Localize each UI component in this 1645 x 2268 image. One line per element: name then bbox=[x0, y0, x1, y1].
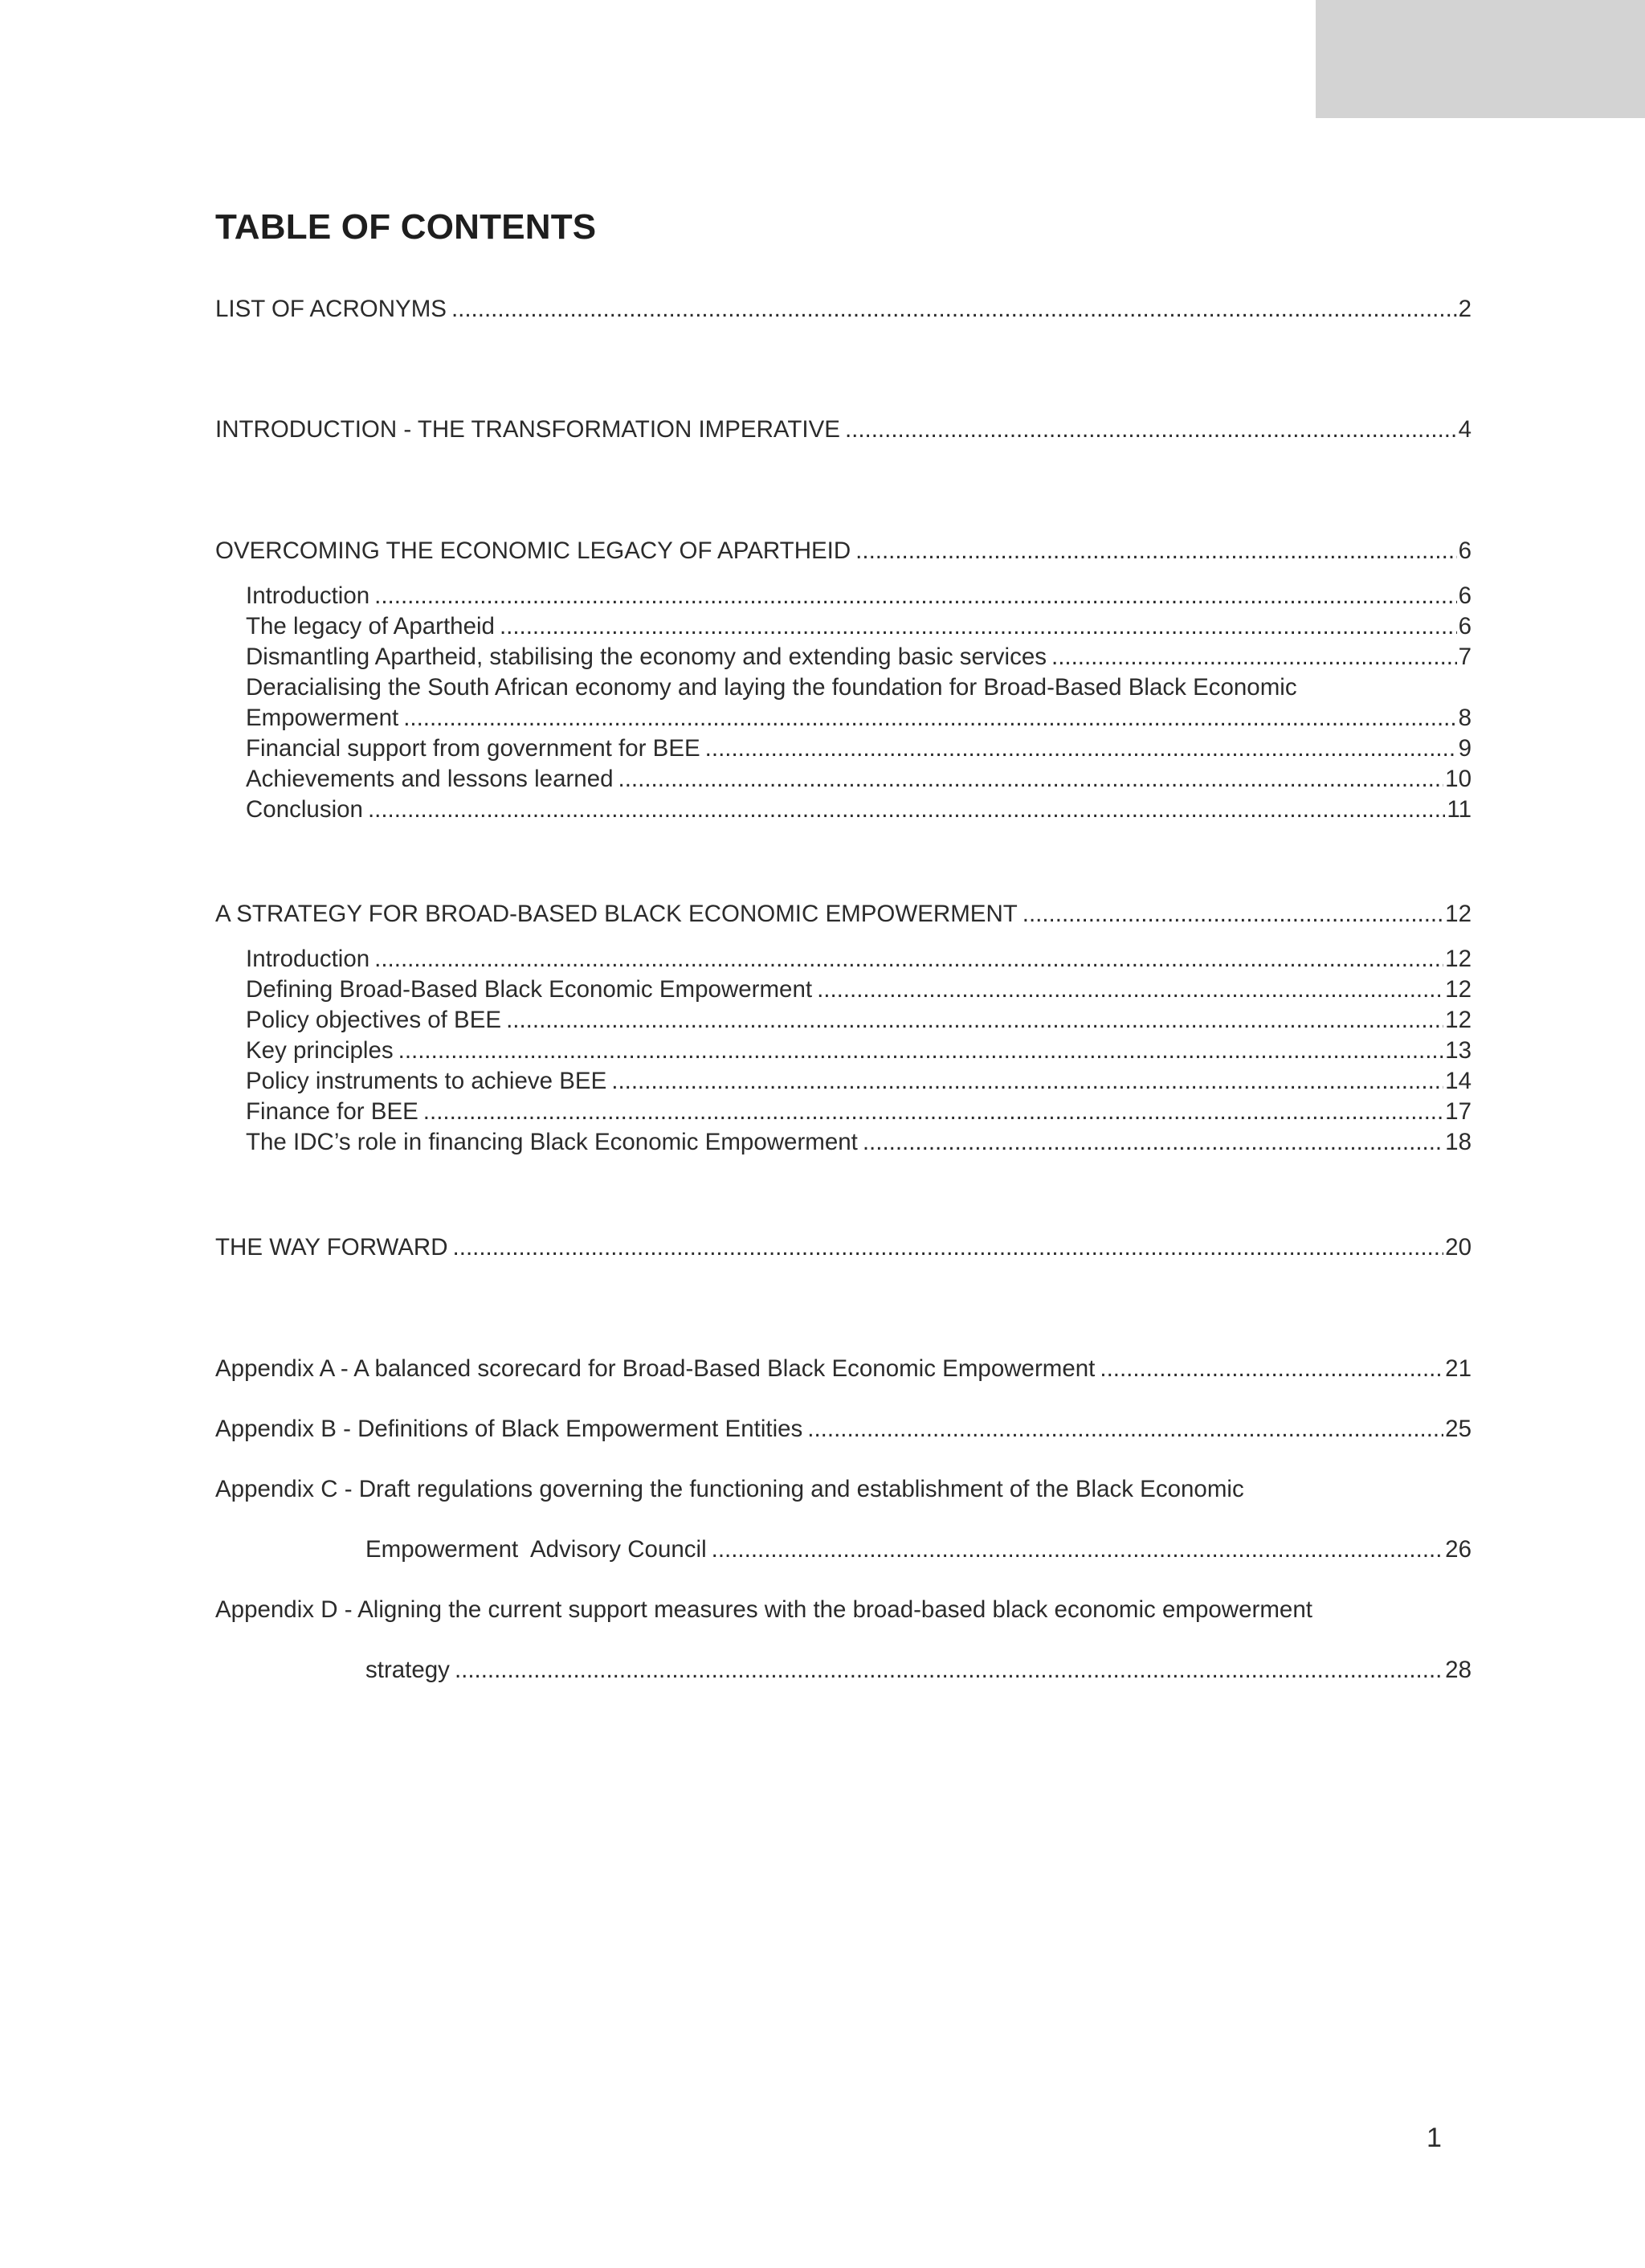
dot-leader bbox=[403, 703, 1456, 734]
toc-entry-label: Achievements and lessons learned bbox=[246, 766, 614, 792]
toc-entry-appendix-a[interactable] bbox=[215, 1354, 1472, 1384]
dot-leader bbox=[1100, 1354, 1443, 1384]
toc-entry-label: THE WAY FORWARD bbox=[215, 1234, 448, 1261]
dot-leader bbox=[855, 536, 1456, 566]
page-number: 1 bbox=[1427, 2123, 1442, 2153]
dot-leader bbox=[712, 1534, 1444, 1565]
toc-entry-label: INTRODUCTION - THE TRANSFORMATION IMPERATIVE bbox=[215, 416, 840, 443]
toc-entry-page: 20 bbox=[1445, 1234, 1472, 1261]
toc-entry-label: Dismantling Apartheid, stabilising the economy and extending basic services bbox=[246, 644, 1047, 670]
toc-entry-label: Conclusion bbox=[246, 796, 363, 823]
toc-entry-label: Key principles bbox=[246, 1037, 394, 1064]
toc-entry-appendix-c[interactable] bbox=[365, 1534, 1472, 1565]
toc-entry-page: 6 bbox=[1458, 582, 1472, 609]
dot-leader bbox=[368, 795, 1445, 825]
toc-entry-label: OVERCOMING THE ECONOMIC LEGACY OF APARTHEID bbox=[215, 537, 851, 564]
toc-subentry[interactable] bbox=[246, 1036, 1472, 1066]
toc-entry-page: 17 bbox=[1445, 1098, 1472, 1125]
toc-entry-page: 2 bbox=[1458, 296, 1472, 322]
toc-entry-page: 6 bbox=[1458, 537, 1472, 564]
dot-leader bbox=[500, 611, 1457, 642]
dot-leader bbox=[611, 1066, 1443, 1097]
dot-leader bbox=[455, 1655, 1443, 1686]
toc-subentry[interactable] bbox=[246, 1097, 1472, 1127]
toc-subentry[interactable] bbox=[246, 734, 1472, 764]
toc-entry-label: Financial support from government for BEE bbox=[246, 735, 700, 762]
toc-subentry[interactable] bbox=[246, 703, 1472, 734]
toc-entry-page: 12 bbox=[1445, 946, 1472, 972]
toc-entry-label: The IDC’s role in financing Black Economic Empowerment bbox=[246, 1129, 858, 1155]
dot-leader bbox=[451, 294, 1457, 325]
toc-entry-label: Introduction bbox=[246, 582, 370, 609]
dot-leader bbox=[1051, 642, 1457, 672]
dot-leader bbox=[845, 415, 1457, 445]
toc-entry-page: 28 bbox=[1445, 1657, 1472, 1683]
toc-subentry[interactable] bbox=[246, 944, 1472, 975]
toc-entry-label: Appendix B - Definitions of Black Empowerment Entities bbox=[215, 1416, 803, 1442]
toc-entry-acronyms[interactable] bbox=[215, 294, 1472, 325]
toc-entry-page: 14 bbox=[1445, 1068, 1472, 1094]
dot-leader bbox=[705, 734, 1457, 764]
dot-leader bbox=[453, 1232, 1444, 1263]
toc-title: TABLE OF CONTENTS bbox=[215, 207, 597, 247]
dot-leader bbox=[1023, 899, 1443, 930]
toc-entry-appendix-b[interactable] bbox=[215, 1414, 1472, 1445]
toc-entry-page: 8 bbox=[1458, 705, 1472, 731]
toc-entry-page: 9 bbox=[1458, 735, 1472, 762]
toc-entry-label: Appendix A - A balanced scorecard for Broad-Based Black Economic Empowerment bbox=[215, 1355, 1096, 1382]
dot-leader bbox=[807, 1414, 1443, 1445]
toc-entry-page: 12 bbox=[1445, 976, 1472, 1003]
toc-entry-label: A STRATEGY FOR BROAD-BASED BLACK ECONOMIC EMPOWERMENT bbox=[215, 901, 1018, 927]
toc-entry-introduction[interactable] bbox=[215, 415, 1472, 445]
toc-entry-label: Introduction bbox=[246, 946, 370, 972]
toc-entry-overcoming[interactable] bbox=[215, 536, 1472, 566]
toc-entry-page: 18 bbox=[1445, 1129, 1472, 1155]
dot-leader bbox=[506, 1005, 1443, 1036]
corner-tab bbox=[1316, 0, 1645, 118]
toc-entry-appendix-c-line1[interactable]: Appendix C - Draft regulations governing the functioning and establishment of the Black Economic bbox=[215, 1476, 1244, 1502]
toc-entry-page: 21 bbox=[1445, 1355, 1472, 1382]
toc-entry-label: Defining Broad-Based Black Economic Empowerment bbox=[246, 976, 813, 1003]
toc-subentry[interactable] bbox=[246, 795, 1472, 825]
toc-entry-page: 13 bbox=[1445, 1037, 1472, 1064]
toc-subentry[interactable] bbox=[246, 1066, 1472, 1097]
toc-entry-label: strategy bbox=[365, 1657, 450, 1683]
toc-entry-label: Empowerment bbox=[246, 705, 399, 731]
dot-leader bbox=[374, 581, 1456, 611]
toc-subentry[interactable] bbox=[246, 1005, 1472, 1036]
toc-subentry[interactable] bbox=[246, 1127, 1472, 1158]
toc-entry-label: The legacy of Apartheid bbox=[246, 613, 495, 640]
toc-entry-label: LIST OF ACRONYMS bbox=[215, 296, 447, 322]
toc-entry-label: Policy instruments to achieve BEE bbox=[246, 1068, 607, 1094]
toc-subentry[interactable] bbox=[246, 611, 1472, 642]
toc-entry-page: 6 bbox=[1458, 613, 1472, 640]
toc-entry-label: Finance for BEE bbox=[246, 1098, 418, 1125]
dot-leader bbox=[863, 1127, 1443, 1158]
toc-entry-label: Policy objectives of BEE bbox=[246, 1007, 502, 1033]
toc-entry-page: 4 bbox=[1458, 416, 1472, 443]
toc-entry-appendix-d-line1[interactable]: Appendix D - Aligning the current support measures with the broad-based black economic empowerment bbox=[215, 1596, 1312, 1623]
toc-entry-label: Empowerment Advisory Council bbox=[365, 1536, 707, 1563]
dot-leader bbox=[374, 944, 1443, 975]
toc-subentry[interactable] bbox=[246, 581, 1472, 611]
toc-subentry[interactable] bbox=[246, 764, 1472, 795]
toc-entry-page: 11 bbox=[1447, 796, 1472, 823]
toc-entry-page: 26 bbox=[1445, 1536, 1472, 1563]
toc-entry-page: 12 bbox=[1445, 1007, 1472, 1033]
toc-entry-page: 25 bbox=[1445, 1416, 1472, 1442]
dot-leader bbox=[817, 975, 1443, 1005]
dot-leader bbox=[398, 1036, 1444, 1066]
dot-leader bbox=[423, 1097, 1443, 1127]
toc-entry-way-forward[interactable] bbox=[215, 1232, 1472, 1263]
dot-leader bbox=[618, 764, 1444, 795]
toc-entry-page: 12 bbox=[1445, 901, 1472, 927]
toc-subentry[interactable] bbox=[246, 975, 1472, 1005]
toc-entry-appendix-d[interactable] bbox=[365, 1655, 1472, 1686]
toc-subentry-label-line1[interactable]: Deracialising the South African economy and laying the foundation for Broad-Based Black Economic bbox=[246, 674, 1297, 701]
toc-entry-page: 7 bbox=[1458, 644, 1472, 670]
toc-entry-strategy[interactable] bbox=[215, 899, 1472, 930]
toc-entry-page: 10 bbox=[1445, 766, 1472, 792]
toc-subentry[interactable] bbox=[246, 642, 1472, 672]
